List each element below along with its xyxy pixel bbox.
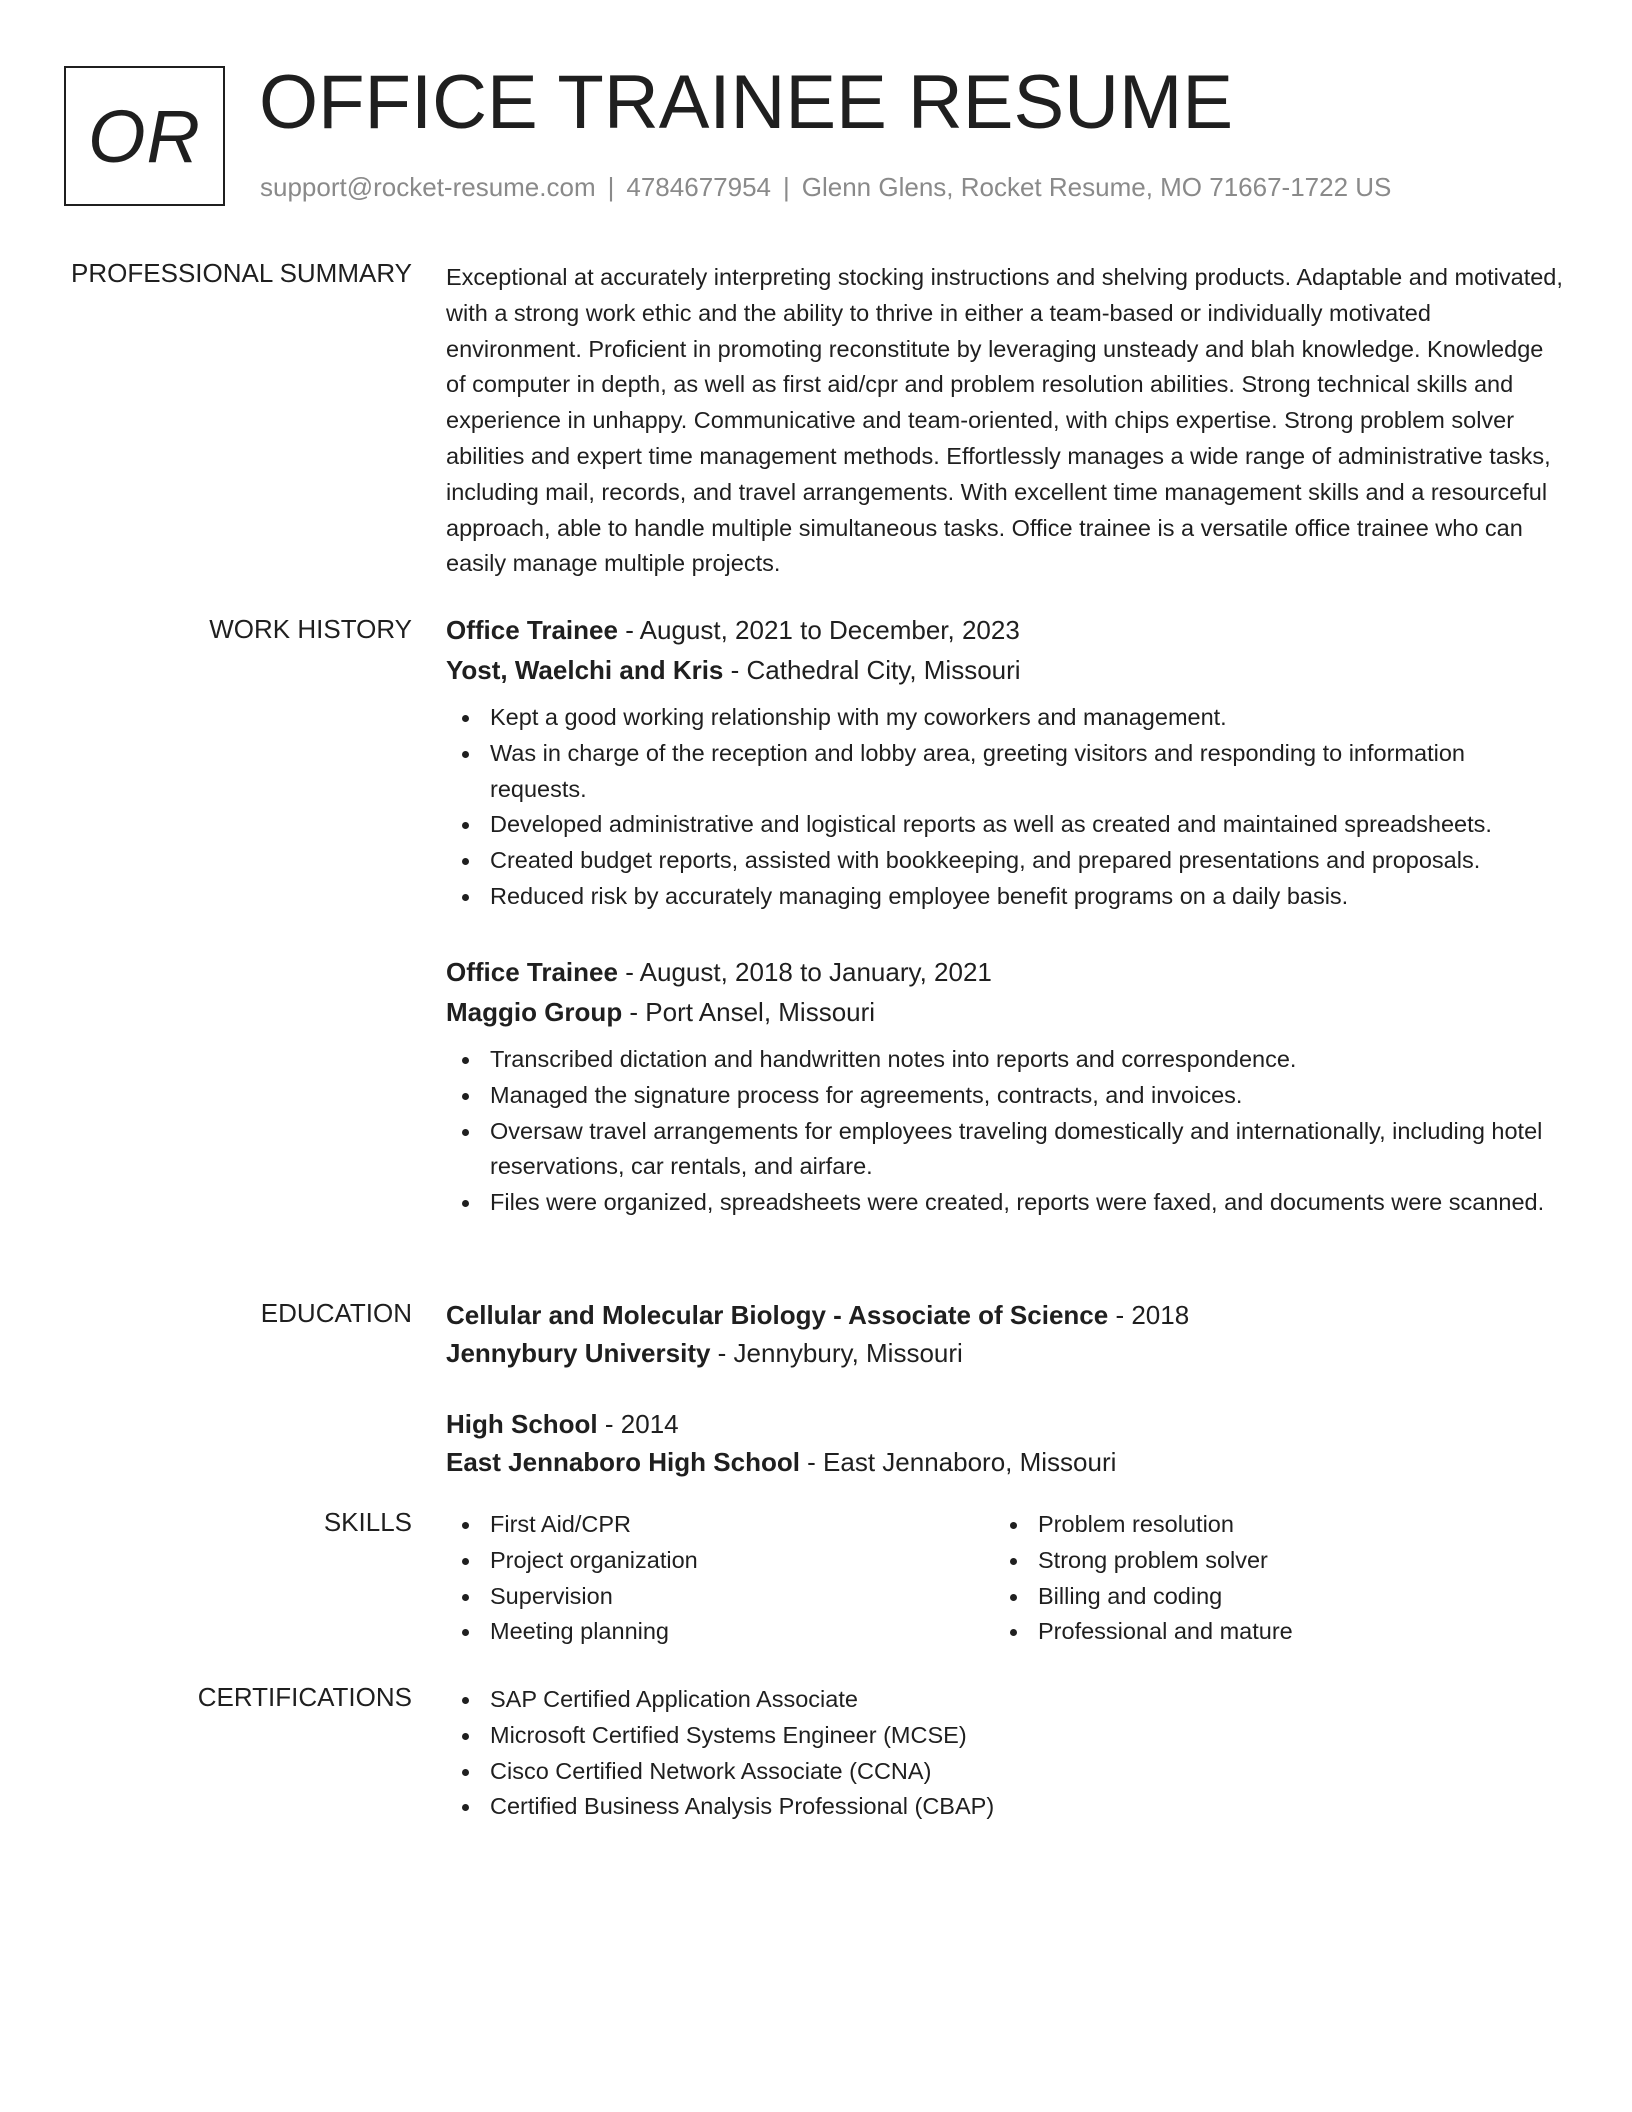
job-dates: - August, 2021 to December, 2023 bbox=[617, 615, 1020, 645]
degree-year: - 2014 bbox=[597, 1409, 679, 1439]
job-dates: - August, 2018 to January, 2021 bbox=[617, 957, 992, 987]
summary-text: Exceptional at accurately interpreting stocking instructions and shelving products. Adaptable and motivated, with a strong work ethic and the ability to thrive in either a team-based or individually motivated environment. Proficient in promoting reconstitute by leveraging unsteady and blah knowledge. Knowledge of computer in depth, as well as first aid/cpr and problem resolution abilities. Strong technical skills and experience in unhappy. Communicative and team-oriented, with chips expertise. Strong problem solver abilities and expert time management methods. Effortlessly manages a wide range of administrative tasks, including mail, records, and travel arrangements. With excellent time management skills and a resourceful approach, able to handle multiple simultaneous tasks. Office trainee is a versatile office trainee who can easily manage multiple projects. bbox=[446, 264, 1563, 577]
job-title-line bbox=[446, 952, 1566, 992]
contact-email[interactable]: support@rocket-resume.com bbox=[260, 172, 596, 202]
school-name: Jennybury University bbox=[446, 1338, 711, 1368]
list-item: Reduced risk by accurately managing employee benefit programs on a daily basis. bbox=[446, 879, 1566, 915]
degree-line bbox=[446, 1296, 1566, 1334]
education-entry bbox=[446, 1296, 1566, 1372]
school-line bbox=[446, 1334, 1566, 1372]
list-item: SAP Certified Application Associate bbox=[446, 1682, 1566, 1718]
list-item: Was in charge of the reception and lobby area, greeting visitors and responding to information requests. bbox=[446, 736, 1566, 808]
job-company-line bbox=[446, 650, 1566, 690]
list-item: Strong problem solver bbox=[994, 1543, 1542, 1579]
list-item: Created budget reports, assisted with bookkeeping, and prepared presentations and proposals. bbox=[446, 843, 1566, 879]
list-item: Cisco Certified Network Associate (CCNA) bbox=[446, 1754, 1566, 1790]
section-heading: EDUCATION bbox=[260, 1298, 412, 1328]
job-location: - Cathedral City, Missouri bbox=[723, 655, 1021, 685]
school-line bbox=[446, 1443, 1566, 1481]
school-location: - Jennybury, Missouri bbox=[710, 1338, 963, 1368]
job-entry bbox=[446, 610, 1566, 915]
list-item: Managed the signature process for agreements, contracts, and invoices. bbox=[446, 1078, 1566, 1114]
skills-list-right bbox=[994, 1507, 1542, 1650]
list-item: Problem resolution bbox=[994, 1507, 1542, 1543]
section-heading: CERTIFICATIONS bbox=[197, 1682, 412, 1712]
resume-title: OFFICE TRAINEE RESUME bbox=[259, 60, 1234, 145]
job-location: - Port Ansel, Missouri bbox=[622, 997, 876, 1027]
list-item: First Aid/CPR bbox=[446, 1507, 994, 1543]
list-item: Professional and mature bbox=[994, 1614, 1542, 1650]
degree-line bbox=[446, 1405, 1566, 1443]
section-heading: WORK HISTORY bbox=[209, 614, 412, 644]
section-heading: SKILLS bbox=[323, 1507, 412, 1537]
degree-year: - 2018 bbox=[1108, 1300, 1190, 1330]
list-item: Files were organized, spreadsheets were created, reports were faxed, and documents were scanned. bbox=[446, 1185, 1566, 1221]
list-item: Billing and coding bbox=[994, 1579, 1542, 1615]
list-item: Kept a good working relationship with my coworkers and management. bbox=[446, 700, 1566, 736]
list-item: Oversaw travel arrangements for employees traveling domestically and internationally, including hotel reservations, car rentals, and airfare. bbox=[446, 1114, 1566, 1186]
list-item: Transcribed dictation and handwritten notes into reports and correspondence. bbox=[446, 1042, 1566, 1078]
contact-separator: | bbox=[607, 172, 615, 202]
job-company-line bbox=[446, 992, 1566, 1032]
certifications-list bbox=[446, 1682, 1566, 1825]
job-company: Yost, Waelchi and Kris bbox=[446, 655, 724, 685]
monogram-logo: OR bbox=[64, 66, 225, 206]
list-item: Supervision bbox=[446, 1579, 994, 1615]
list-item: Project organization bbox=[446, 1543, 994, 1579]
job-title: Office Trainee bbox=[446, 615, 618, 645]
degree-name: High School bbox=[446, 1409, 598, 1439]
job-entry bbox=[446, 952, 1566, 1221]
degree-name: Cellular and Molecular Biology - Associate of Science bbox=[446, 1300, 1109, 1330]
list-item: Meeting planning bbox=[446, 1614, 994, 1650]
contact-separator: | bbox=[783, 172, 790, 202]
job-title-line bbox=[446, 610, 1566, 650]
section-heading: PROFESSIONAL SUMMARY bbox=[71, 258, 412, 288]
job-title: Office Trainee bbox=[446, 957, 618, 987]
list-item: Microsoft Certified Systems Engineer (MCSE) bbox=[446, 1718, 1566, 1754]
contact-phone[interactable]: 4784677954 bbox=[626, 172, 771, 202]
school-location: - East Jennaboro, Missouri bbox=[799, 1447, 1117, 1477]
contact-line bbox=[260, 172, 1391, 203]
school-name: East Jennaboro High School bbox=[446, 1447, 800, 1477]
job-bullets bbox=[446, 1042, 1566, 1221]
list-item: Developed administrative and logistical reports as well as created and maintained spreadsheets. bbox=[446, 807, 1566, 843]
job-company: Maggio Group bbox=[446, 997, 623, 1027]
education-entry bbox=[446, 1405, 1566, 1481]
job-bullets bbox=[446, 700, 1566, 915]
contact-address: Glenn Glens, Rocket Resume, MO 71667-1722 US bbox=[801, 172, 1392, 202]
list-item: Certified Business Analysis Professional (CBAP) bbox=[446, 1789, 1566, 1825]
skills-list-left bbox=[446, 1507, 994, 1650]
